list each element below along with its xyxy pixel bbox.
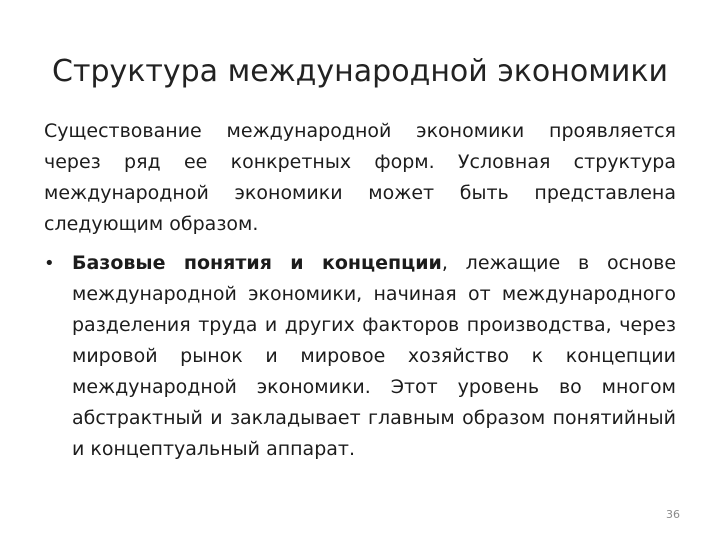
bullet-bold-term: Базовые понятия и концепции [72,252,442,274]
slide-title: Структура международной экономики [52,54,668,89]
page-number: 36 [666,508,680,521]
bullet-marker: • [44,253,55,274]
bullet-item [44,248,676,465]
intro-paragraph: Существование международной экономики проявляется через ряд ее конкретных форм. Условная структура международной экономики может быть представлена следующим образом. [44,120,676,235]
bullet-text: , лежащие в основе международной экономики, начиная от международного разделения труда и других факторов производства, через мировой рынок и мировое хозяйство к концепции международной экономики. Этот уровень во многом абстрактный и закладывает главным образом понятийный и концептуальный аппарат. [72,252,677,460]
slide-content [44,116,676,465]
